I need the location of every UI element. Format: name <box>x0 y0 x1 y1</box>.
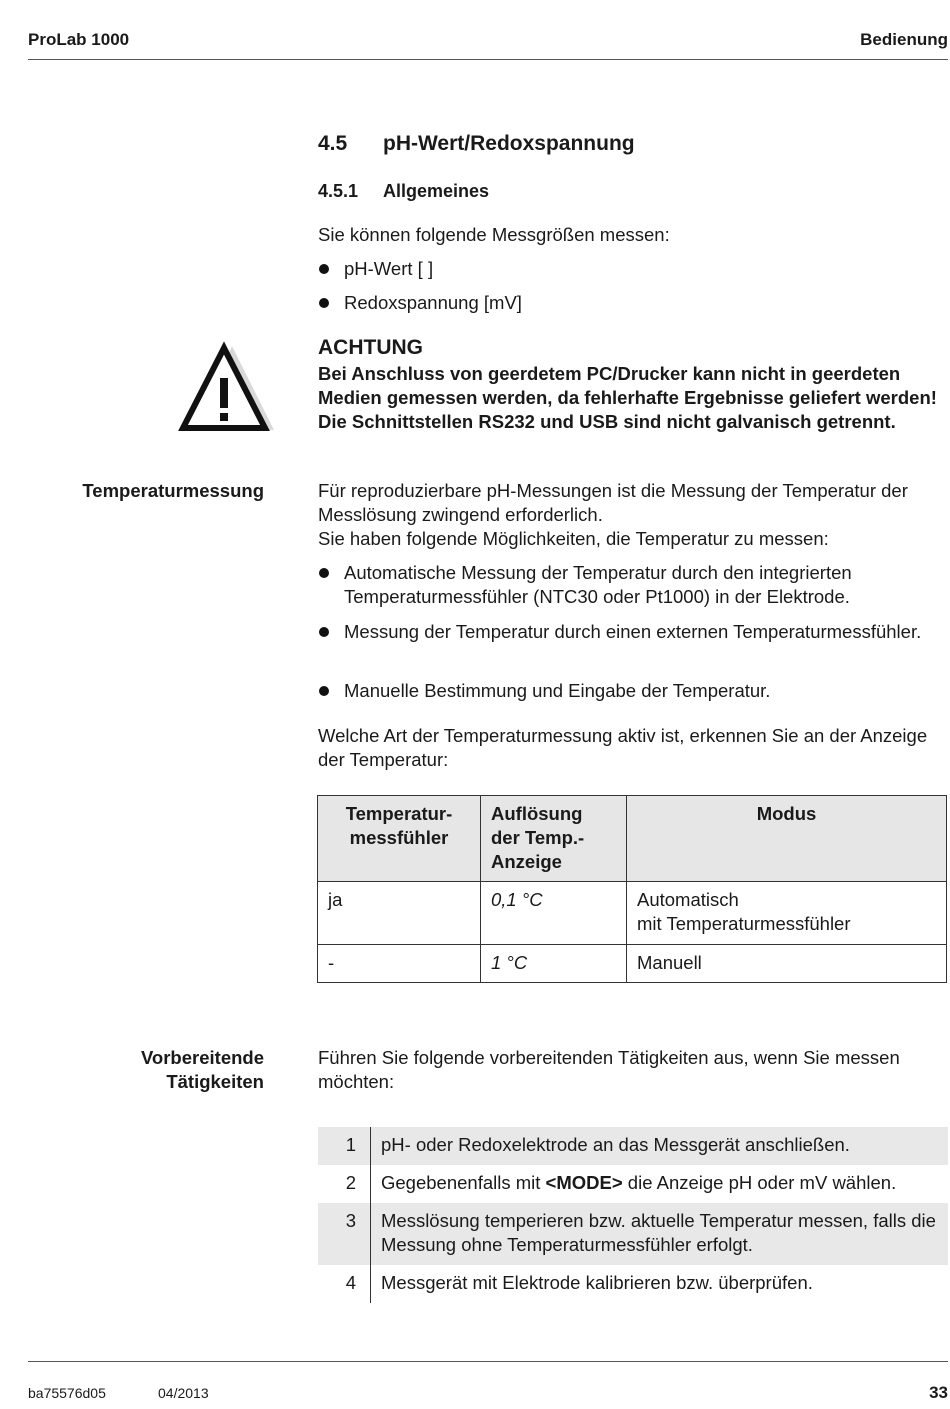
list-item: Manuelle Bestimmung und Eingabe der Temperatur. <box>318 679 948 703</box>
table-cell: ja <box>318 882 481 945</box>
table-row <box>318 882 947 945</box>
step-number: 2 <box>318 1165 371 1203</box>
table-intro: Welche Art der Temperaturmessung aktiv ist, erkennen Sie an der Anzeige der Temperatur: <box>318 725 928 770</box>
list-item: Automatische Messung der Temperatur durch den integrierten Temperaturmessfühler (NTC30 oder Pt1000) in der Elektrode. <box>318 561 948 609</box>
step-text: Messgerät mit Elektrode kalibrieren bzw. überprüfen. <box>381 1272 813 1293</box>
table-row <box>318 1127 948 1165</box>
temperature-mode-table <box>317 795 947 983</box>
document-id: ba75576d05 <box>28 1385 106 1401</box>
list-item: pH-Wert [ ] <box>318 257 948 281</box>
step-number: 4 <box>318 1265 371 1303</box>
table-cell: Manuell <box>627 945 947 983</box>
table-row <box>318 1265 948 1303</box>
temperature-side-label: Temperaturmessung <box>82 480 264 501</box>
running-header-chapter: Bedienung <box>860 30 948 49</box>
temperature-paragraph-2: Sie haben folgende Möglichkeiten, die Temperatur zu messen: <box>318 528 829 549</box>
mode-key: <MODE> <box>545 1172 623 1193</box>
table-row <box>318 945 947 983</box>
list-item: Messung der Temperatur durch einen externen Temperaturmessfühler. <box>318 620 948 644</box>
table-row <box>318 1165 948 1203</box>
table-header: Temperatur-messfühler <box>318 796 481 882</box>
list-item: Redoxspannung [mV] <box>318 291 948 315</box>
preparation-intro: Führen Sie folgende vorbereitenden Tätigkeiten aus, wenn Sie messen möchten: <box>318 1047 900 1092</box>
running-header-title: ProLab 1000 <box>28 30 130 49</box>
page-number: 33 <box>929 1383 948 1402</box>
intro-text: Sie können folgende Messgrößen messen: <box>318 224 670 245</box>
preparation-steps-table <box>318 1127 948 1303</box>
step-text: Gegebenenfalls mit <MODE> die Anzeige pH oder mV wählen. <box>381 1172 897 1193</box>
table-header: Modus <box>627 796 947 882</box>
step-text: Messlösung temperieren bzw. aktuelle Temperatur messen, falls die Messung ohne Temperaturmessfühler erfolgt. <box>371 1203 949 1265</box>
section-title: pH-Wert/Redoxspannung <box>383 132 635 155</box>
header-rule <box>28 59 948 60</box>
step-number: 3 <box>318 1203 371 1265</box>
section-number: 4.5 <box>318 132 348 155</box>
table-cell: - <box>318 945 481 983</box>
step-text: pH- oder Redoxelektrode an das Messgerät anschließen. <box>371 1127 949 1165</box>
temperature-paragraph: Für reproduzierbare pH-Messungen ist die Messung der Temperatur der Messlösung zwingend erforderlich. <box>318 480 908 525</box>
footer-rule <box>28 1361 948 1362</box>
warning-triangle-icon <box>176 340 278 436</box>
preparation-side-label: Vorbereitende Tätigkeiten <box>140 1047 264 1092</box>
warning-title: ACHTUNG <box>318 336 423 359</box>
document-date: 04/2013 <box>158 1385 209 1401</box>
table-row <box>318 1203 948 1265</box>
table-cell: 0,1 °C <box>481 882 627 945</box>
subsection-number: 4.5.1 <box>318 181 359 201</box>
table-cell: 1 °C <box>481 945 627 983</box>
subsection-title: Allgemeines <box>383 181 490 201</box>
warning-text: Bei Anschluss von geerdetem PC/Drucker kann nicht in geerdeten Medien gemessen werden, da fehlerhafte Ergebnisse geliefert werden! Die Schnittstellen RS232 und USB sind nicht galvanisch getrennt. <box>318 363 937 432</box>
step-number: 1 <box>318 1127 371 1165</box>
table-cell: Automatisch mit Temperaturmessfühler <box>627 882 947 945</box>
table-header: Auflösung der Temp.-Anzeige <box>481 796 627 882</box>
